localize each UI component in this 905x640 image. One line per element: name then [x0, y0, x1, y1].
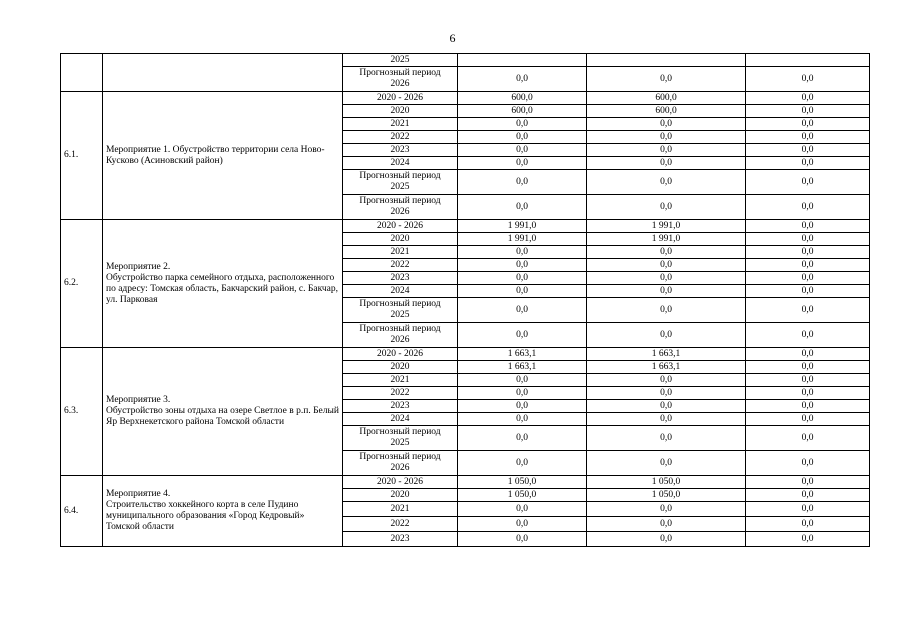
table-row — [61, 54, 870, 67]
table-row — [61, 92, 870, 105]
budget-table-body — [61, 54, 870, 547]
value-budget-a: 1 050,0 — [587, 489, 746, 502]
value-budget-a: 0,0 — [587, 285, 746, 298]
period-year: 2026 — [390, 335, 410, 345]
period-cell — [343, 170, 458, 195]
value-budget-b: 0,0 — [746, 105, 870, 118]
table-row — [61, 348, 870, 361]
value-total: 600,0 — [458, 92, 587, 105]
value-budget-a: 0,0 — [587, 246, 746, 259]
value-budget-a: 0,0 — [587, 532, 746, 547]
period-year: 2026 — [390, 207, 410, 217]
value-budget-a: 0,0 — [587, 118, 746, 131]
period-cell: 2024 — [343, 413, 458, 426]
value-total: 0,0 — [458, 157, 587, 170]
value-budget-a: 0,0 — [587, 144, 746, 157]
value-budget-a: 0,0 — [587, 131, 746, 144]
value-budget-b: 0,0 — [746, 476, 870, 489]
period-cell: 2021 — [343, 502, 458, 517]
activity-number: 6.1. — [61, 92, 103, 220]
value-total: 0,0 — [458, 451, 587, 476]
value-total: 0,0 — [458, 426, 587, 451]
activity-number: 6.2. — [61, 220, 103, 348]
forecast-label: Прогнозный период — [359, 452, 441, 462]
value-budget-b: 0,0 — [746, 413, 870, 426]
value-total: 0,0 — [458, 272, 587, 285]
value-budget-b: 0,0 — [746, 298, 870, 323]
value-budget-a: 0,0 — [587, 67, 746, 92]
value-budget-b: 0,0 — [746, 400, 870, 413]
value-total: 0,0 — [458, 517, 587, 532]
value-budget-b: 0,0 — [746, 118, 870, 131]
period-cell: 2023 — [343, 532, 458, 547]
row-number-cell — [61, 54, 103, 92]
value-budget-a: 1 991,0 — [587, 233, 746, 246]
value-budget-b: 0,0 — [746, 246, 870, 259]
value-budget-b: 0,0 — [746, 285, 870, 298]
period-cell: 2020 - 2026 — [343, 348, 458, 361]
value-total: 0,0 — [458, 387, 587, 400]
value-total: 0,0 — [458, 170, 587, 195]
value-total: 0,0 — [458, 285, 587, 298]
value-budget-b: 0,0 — [746, 387, 870, 400]
value-budget-a: 1 663,1 — [587, 348, 746, 361]
period-cell — [343, 451, 458, 476]
table-row — [61, 476, 870, 489]
value-total: 1 050,0 — [458, 476, 587, 489]
value-budget-b: 0,0 — [746, 426, 870, 451]
value-budget-b: 0,0 — [746, 517, 870, 532]
activity-description: Мероприятие 1. Обустройство территории села Ново-Кусково (Асиновский район) — [103, 92, 343, 220]
value-budget-b: 0,0 — [746, 170, 870, 195]
period-cell: 2020 - 2026 — [343, 476, 458, 489]
value-budget-b: 0,0 — [746, 489, 870, 502]
value-total: 0,0 — [458, 400, 587, 413]
value-budget-a: 0,0 — [587, 413, 746, 426]
period-cell: 2021 — [343, 374, 458, 387]
value-total: 0,0 — [458, 413, 587, 426]
value-budget-a: 0,0 — [587, 323, 746, 348]
value-total: 0,0 — [458, 131, 587, 144]
period-cell — [343, 426, 458, 451]
value-total: 1 663,1 — [458, 361, 587, 374]
value-total — [458, 54, 587, 67]
period-cell: 2020 — [343, 489, 458, 502]
value-budget-a: 0,0 — [587, 195, 746, 220]
value-total: 0,0 — [458, 298, 587, 323]
value-budget-b: 0,0 — [746, 92, 870, 105]
activity-description: Мероприятие 2. Обустройство парка семейного отдыха, расположенного по адресу: Томская область, Бакчарский район, с. Бакчар, ул. Парковая — [103, 220, 343, 348]
value-budget-b: 0,0 — [746, 144, 870, 157]
value-total: 0,0 — [458, 118, 587, 131]
value-budget-b: 0,0 — [746, 361, 870, 374]
value-total: 0,0 — [458, 195, 587, 220]
period-cell — [343, 323, 458, 348]
forecast-label: Прогнозный период — [359, 427, 441, 437]
value-budget-a: 1 663,1 — [587, 361, 746, 374]
period-year: 2025 — [390, 182, 410, 192]
value-budget-b — [746, 54, 870, 67]
value-budget-a: 0,0 — [587, 400, 746, 413]
forecast-label: Прогнозный период — [359, 324, 441, 334]
period-cell — [343, 195, 458, 220]
value-budget-b: 0,0 — [746, 195, 870, 220]
value-budget-a: 0,0 — [587, 426, 746, 451]
value-total: 0,0 — [458, 259, 587, 272]
period-cell: 2023 — [343, 400, 458, 413]
value-budget-b: 0,0 — [746, 374, 870, 387]
value-budget-a: 0,0 — [587, 259, 746, 272]
value-budget-a: 0,0 — [587, 170, 746, 195]
value-budget-b: 0,0 — [746, 157, 870, 170]
period-cell: 2020 — [343, 105, 458, 118]
value-budget-b: 0,0 — [746, 67, 870, 92]
period-cell: 2025 — [343, 54, 458, 67]
value-budget-b: 0,0 — [746, 502, 870, 517]
value-budget-b: 0,0 — [746, 220, 870, 233]
period-cell: 2022 — [343, 517, 458, 532]
budget-table — [60, 53, 870, 547]
value-budget-a: 0,0 — [587, 298, 746, 323]
table-row — [61, 220, 870, 233]
value-budget-b: 0,0 — [746, 259, 870, 272]
period-cell: 2020 — [343, 361, 458, 374]
period-cell: 2020 - 2026 — [343, 220, 458, 233]
forecast-label: Прогнозный период — [359, 68, 441, 78]
period-cell: 2024 — [343, 157, 458, 170]
period-cell: 2022 — [343, 131, 458, 144]
value-total: 0,0 — [458, 144, 587, 157]
period-cell: 2023 — [343, 272, 458, 285]
value-total: 0,0 — [458, 67, 587, 92]
period-cell: 2023 — [343, 144, 458, 157]
period-cell: 2021 — [343, 118, 458, 131]
value-budget-a: 600,0 — [587, 92, 746, 105]
value-total: 0,0 — [458, 374, 587, 387]
period-cell — [343, 298, 458, 323]
page-number: 6 — [449, 31, 456, 45]
value-budget-a: 0,0 — [587, 272, 746, 285]
period-cell: 2020 — [343, 233, 458, 246]
period-cell: 2024 — [343, 285, 458, 298]
forecast-label: Прогнозный период — [359, 299, 441, 309]
value-budget-a: 0,0 — [587, 387, 746, 400]
period-year: 2025 — [390, 310, 410, 320]
value-budget-b: 0,0 — [746, 348, 870, 361]
value-budget-a: 0,0 — [587, 502, 746, 517]
value-budget-b: 0,0 — [746, 272, 870, 285]
period-cell: 2022 — [343, 259, 458, 272]
period-cell — [343, 67, 458, 92]
value-total: 0,0 — [458, 323, 587, 348]
value-total: 1 050,0 — [458, 489, 587, 502]
period-cell: 2022 — [343, 387, 458, 400]
value-total: 0,0 — [458, 502, 587, 517]
value-budget-b: 0,0 — [746, 532, 870, 547]
value-budget-b: 0,0 — [746, 451, 870, 476]
activity-number: 6.4. — [61, 476, 103, 547]
value-budget-a: 1 050,0 — [587, 476, 746, 489]
value-budget-a: 0,0 — [587, 517, 746, 532]
value-total: 1 991,0 — [458, 220, 587, 233]
value-budget-a: 0,0 — [587, 451, 746, 476]
value-budget-b: 0,0 — [746, 131, 870, 144]
period-cell: 2020 - 2026 — [343, 92, 458, 105]
period-year: 2026 — [390, 463, 410, 473]
row-description-cell — [103, 54, 343, 92]
value-total: 600,0 — [458, 105, 587, 118]
value-total: 0,0 — [458, 246, 587, 259]
value-budget-a: 1 991,0 — [587, 220, 746, 233]
value-budget-a: 600,0 — [587, 105, 746, 118]
value-budget-b: 0,0 — [746, 323, 870, 348]
activity-description: Мероприятие 4. Строительство хоккейного корта в селе Пудино муниципального образования «Город Кедровый» Томской области — [103, 476, 343, 547]
value-total: 1 663,1 — [458, 348, 587, 361]
forecast-label: Прогнозный период — [359, 196, 441, 206]
period-cell: 2021 — [343, 246, 458, 259]
forecast-label: Прогнозный период — [359, 171, 441, 181]
value-total: 1 991,0 — [458, 233, 587, 246]
value-budget-b: 0,0 — [746, 233, 870, 246]
period-year: 2026 — [390, 79, 410, 89]
value-budget-a: 0,0 — [587, 374, 746, 387]
value-budget-a: 0,0 — [587, 157, 746, 170]
value-budget-a — [587, 54, 746, 67]
activity-number: 6.3. — [61, 348, 103, 476]
value-total: 0,0 — [458, 532, 587, 547]
period-year: 2025 — [390, 438, 410, 448]
activity-description: Мероприятие 3. Обустройство зоны отдыха на озере Светлое в р.п. Белый Яр Верхнекетского района Томской области — [103, 348, 343, 476]
